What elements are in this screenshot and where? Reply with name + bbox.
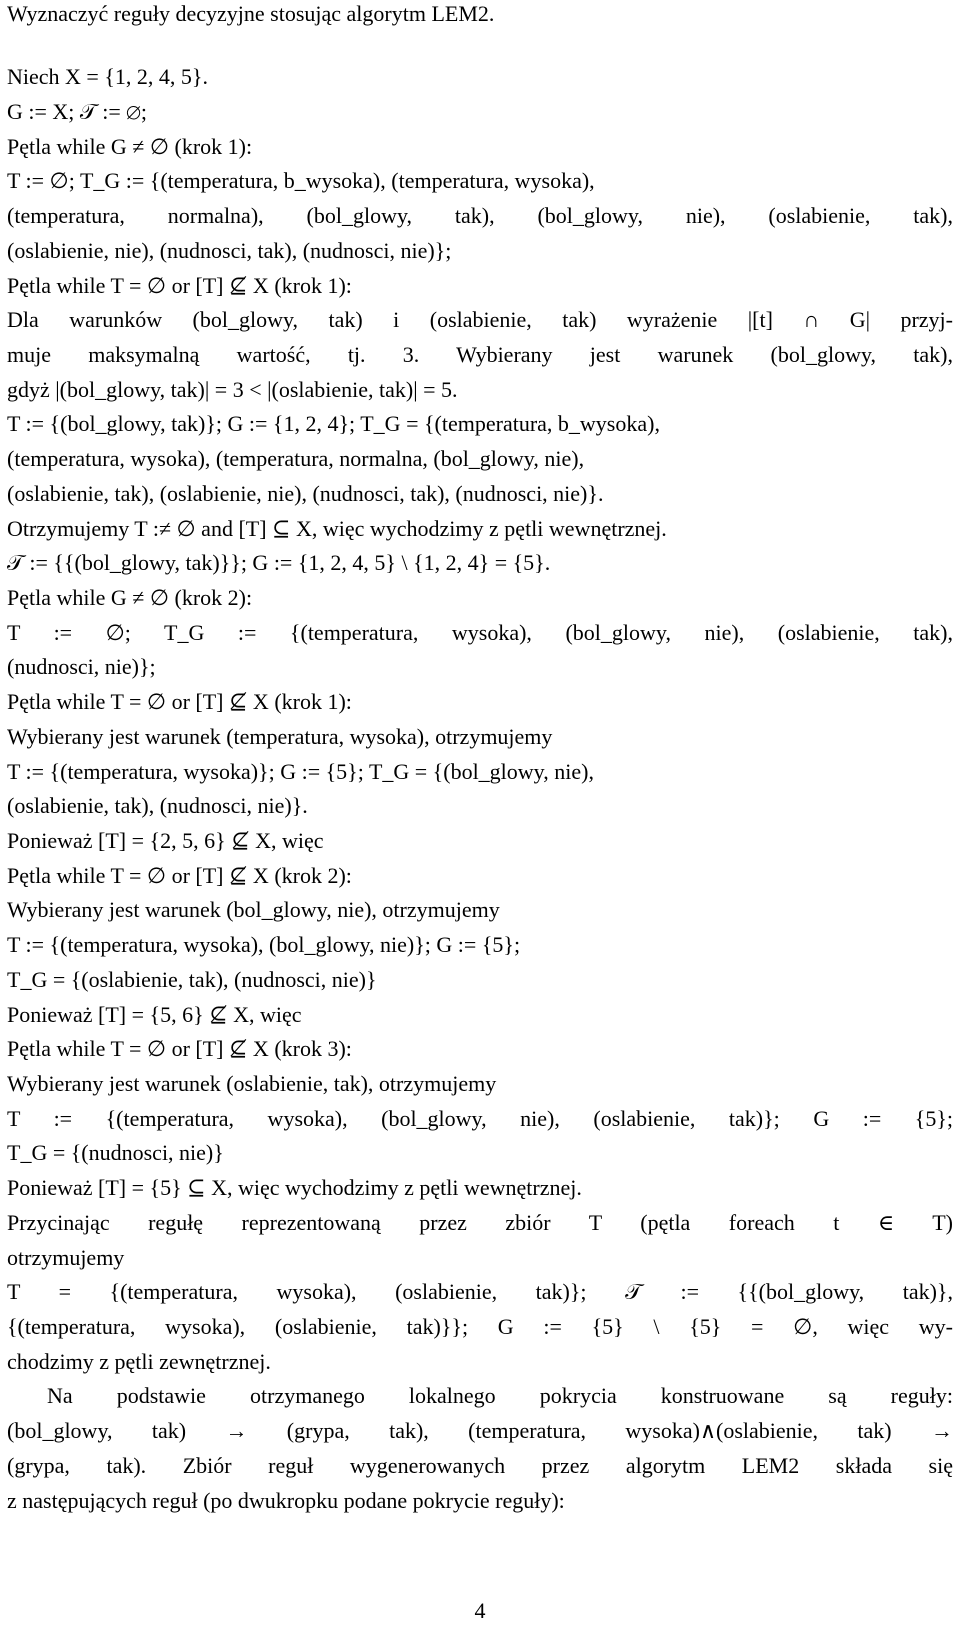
text-line: chodzimy z pętli zewnętrznej. [7,1349,271,1374]
text-line: Otrzymujemy T :≠ ∅ and [T] ⊆ X, więc wychodzimy z pętli wewnętrznej. [7,516,667,541]
text-line: Pętla while T = ∅ or [T] ⊈ X (krok 1): [7,689,352,714]
text-line: T := {(temperatura, wysoka), (bol_glowy, nie), (oslabienie, tak)}; G := {5}; [7,1106,953,1131]
text-line: (bol_glowy, tak) → (grypa, tak), (temperatura, wysoka)∧(oslabienie, tak) → [7,1418,953,1443]
text-line: (oslabienie, nie), (nudnosci, tak), (nudnosci, nie)}; [7,238,452,263]
text-line: Wybierany jest warunek (temperatura, wysoka), otrzymujemy [7,724,553,749]
text-line: T_G = {(oslabienie, tak), (nudnosci, nie)} [7,967,377,992]
text-line: gdyż |(bol_glowy, tak)| = 3 < |(oslabienie, tak)| = 5. [7,377,458,402]
text-line: (temperatura, wysoka), (temperatura, normalna, (bol_glowy, nie), [7,446,585,471]
task-heading: Wyznaczyć reguły decyzyjne stosując algorytm LEM2. [7,1,495,26]
text-line: Dla warunków (bol_glowy, tak) i (oslabienie, tak) wyrażenie |[t] ∩ G| przyj- [7,307,953,332]
text-line: Niech X = {1, 2, 4, 5}. [7,64,208,89]
text-line: T_G = {(nudnosci, nie)} [7,1140,224,1165]
text-line: z następujących reguł (po dwukropku podane pokrycie reguły): [7,1488,565,1513]
text-line: (grypa, tak). Zbiór reguł wygenerowanych przez algorytm LEM2 składa się [7,1453,953,1478]
text-line: (temperatura, normalna), (bol_glowy, tak), (bol_glowy, nie), (oslabienie, tak), [7,203,953,228]
text-line: T := {(temperatura, wysoka)}; G := {5}; T_G = {(bol_glowy, nie), [7,759,594,784]
text-line: T := {(bol_glowy, tak)}; G := {1, 2, 4}; T_G = {(temperatura, b_wysoka), [7,411,660,436]
text-line: Ponieważ [T] = {5, 6} ⊈ X, więc [7,1002,302,1027]
document-page [7,0,953,1630]
text-line: Pętla while T = ∅ or [T] ⊈ X (krok 3): [7,1036,352,1061]
text-line: Wybierany jest warunek (oslabienie, tak), otrzymujemy [7,1071,497,1096]
text-line: otrzymujemy [7,1245,125,1270]
page-number: 4 [474,1598,486,1623]
text-line: Wybierany jest warunek (bol_glowy, nie), otrzymujemy [7,897,500,922]
text-line: Na podstawie otrzymanego lokalnego pokrycia konstruowane są reguły: [47,1383,953,1408]
text-line: Ponieważ [T] = {2, 5, 6} ⊈ X, więc [7,828,324,853]
text-line: T = {(temperatura, wysoka), (oslabienie, tak)}; 𝒯 := {{(bol_glowy, tak)}, [7,1279,953,1304]
text-line: 𝒯 := {{(bol_glowy, tak)}}; G := {1, 2, 4, 5} \ {1, 2, 4} = {5}. [7,550,551,575]
text-line: Ponieważ [T] = {5} ⊆ X, więc wychodzimy z pętli wewnętrznej. [7,1175,582,1200]
text-line: (oslabienie, tak), (nudnosci, nie)}. [7,793,308,818]
text-line: Przycinając regułę reprezentowaną przez zbiór T (pętla foreach t ∈ T) [7,1210,953,1235]
text-line: T := ∅; T_G := {(temperatura, wysoka), (bol_glowy, nie), (oslabienie, tak), [7,620,953,645]
text-line: Pętla while T = ∅ or [T] ⊈ X (krok 1): [7,273,352,298]
text-line: Pętla while G ≠ ∅ (krok 2): [7,585,253,610]
text-line: Pętla while T = ∅ or [T] ⊈ X (krok 2): [7,863,352,888]
text-line: Pętla while G ≠ ∅ (krok 1): [7,134,253,159]
text-line: {(temperatura, wysoka), (oslabienie, tak)}}; G := {5} \ {5} = ∅, więc wy- [7,1314,953,1339]
text-line: T := {(temperatura, wysoka), (bol_glowy, nie)}; G := {5}; [7,932,521,957]
text-line: G := X; 𝒯 := ∅; [7,99,147,124]
text-line: (oslabienie, tak), (oslabienie, nie), (nudnosci, tak), (nudnosci, nie)}. [7,481,604,506]
text-line: (nudnosci, nie)}; [7,654,156,679]
text-line: T := ∅; T_G := {(temperatura, b_wysoka), (temperatura, wysoka), [7,168,595,193]
text-line: muje maksymalną wartość, tj. 3. Wybierany jest warunek (bol_glowy, tak), [7,342,953,367]
